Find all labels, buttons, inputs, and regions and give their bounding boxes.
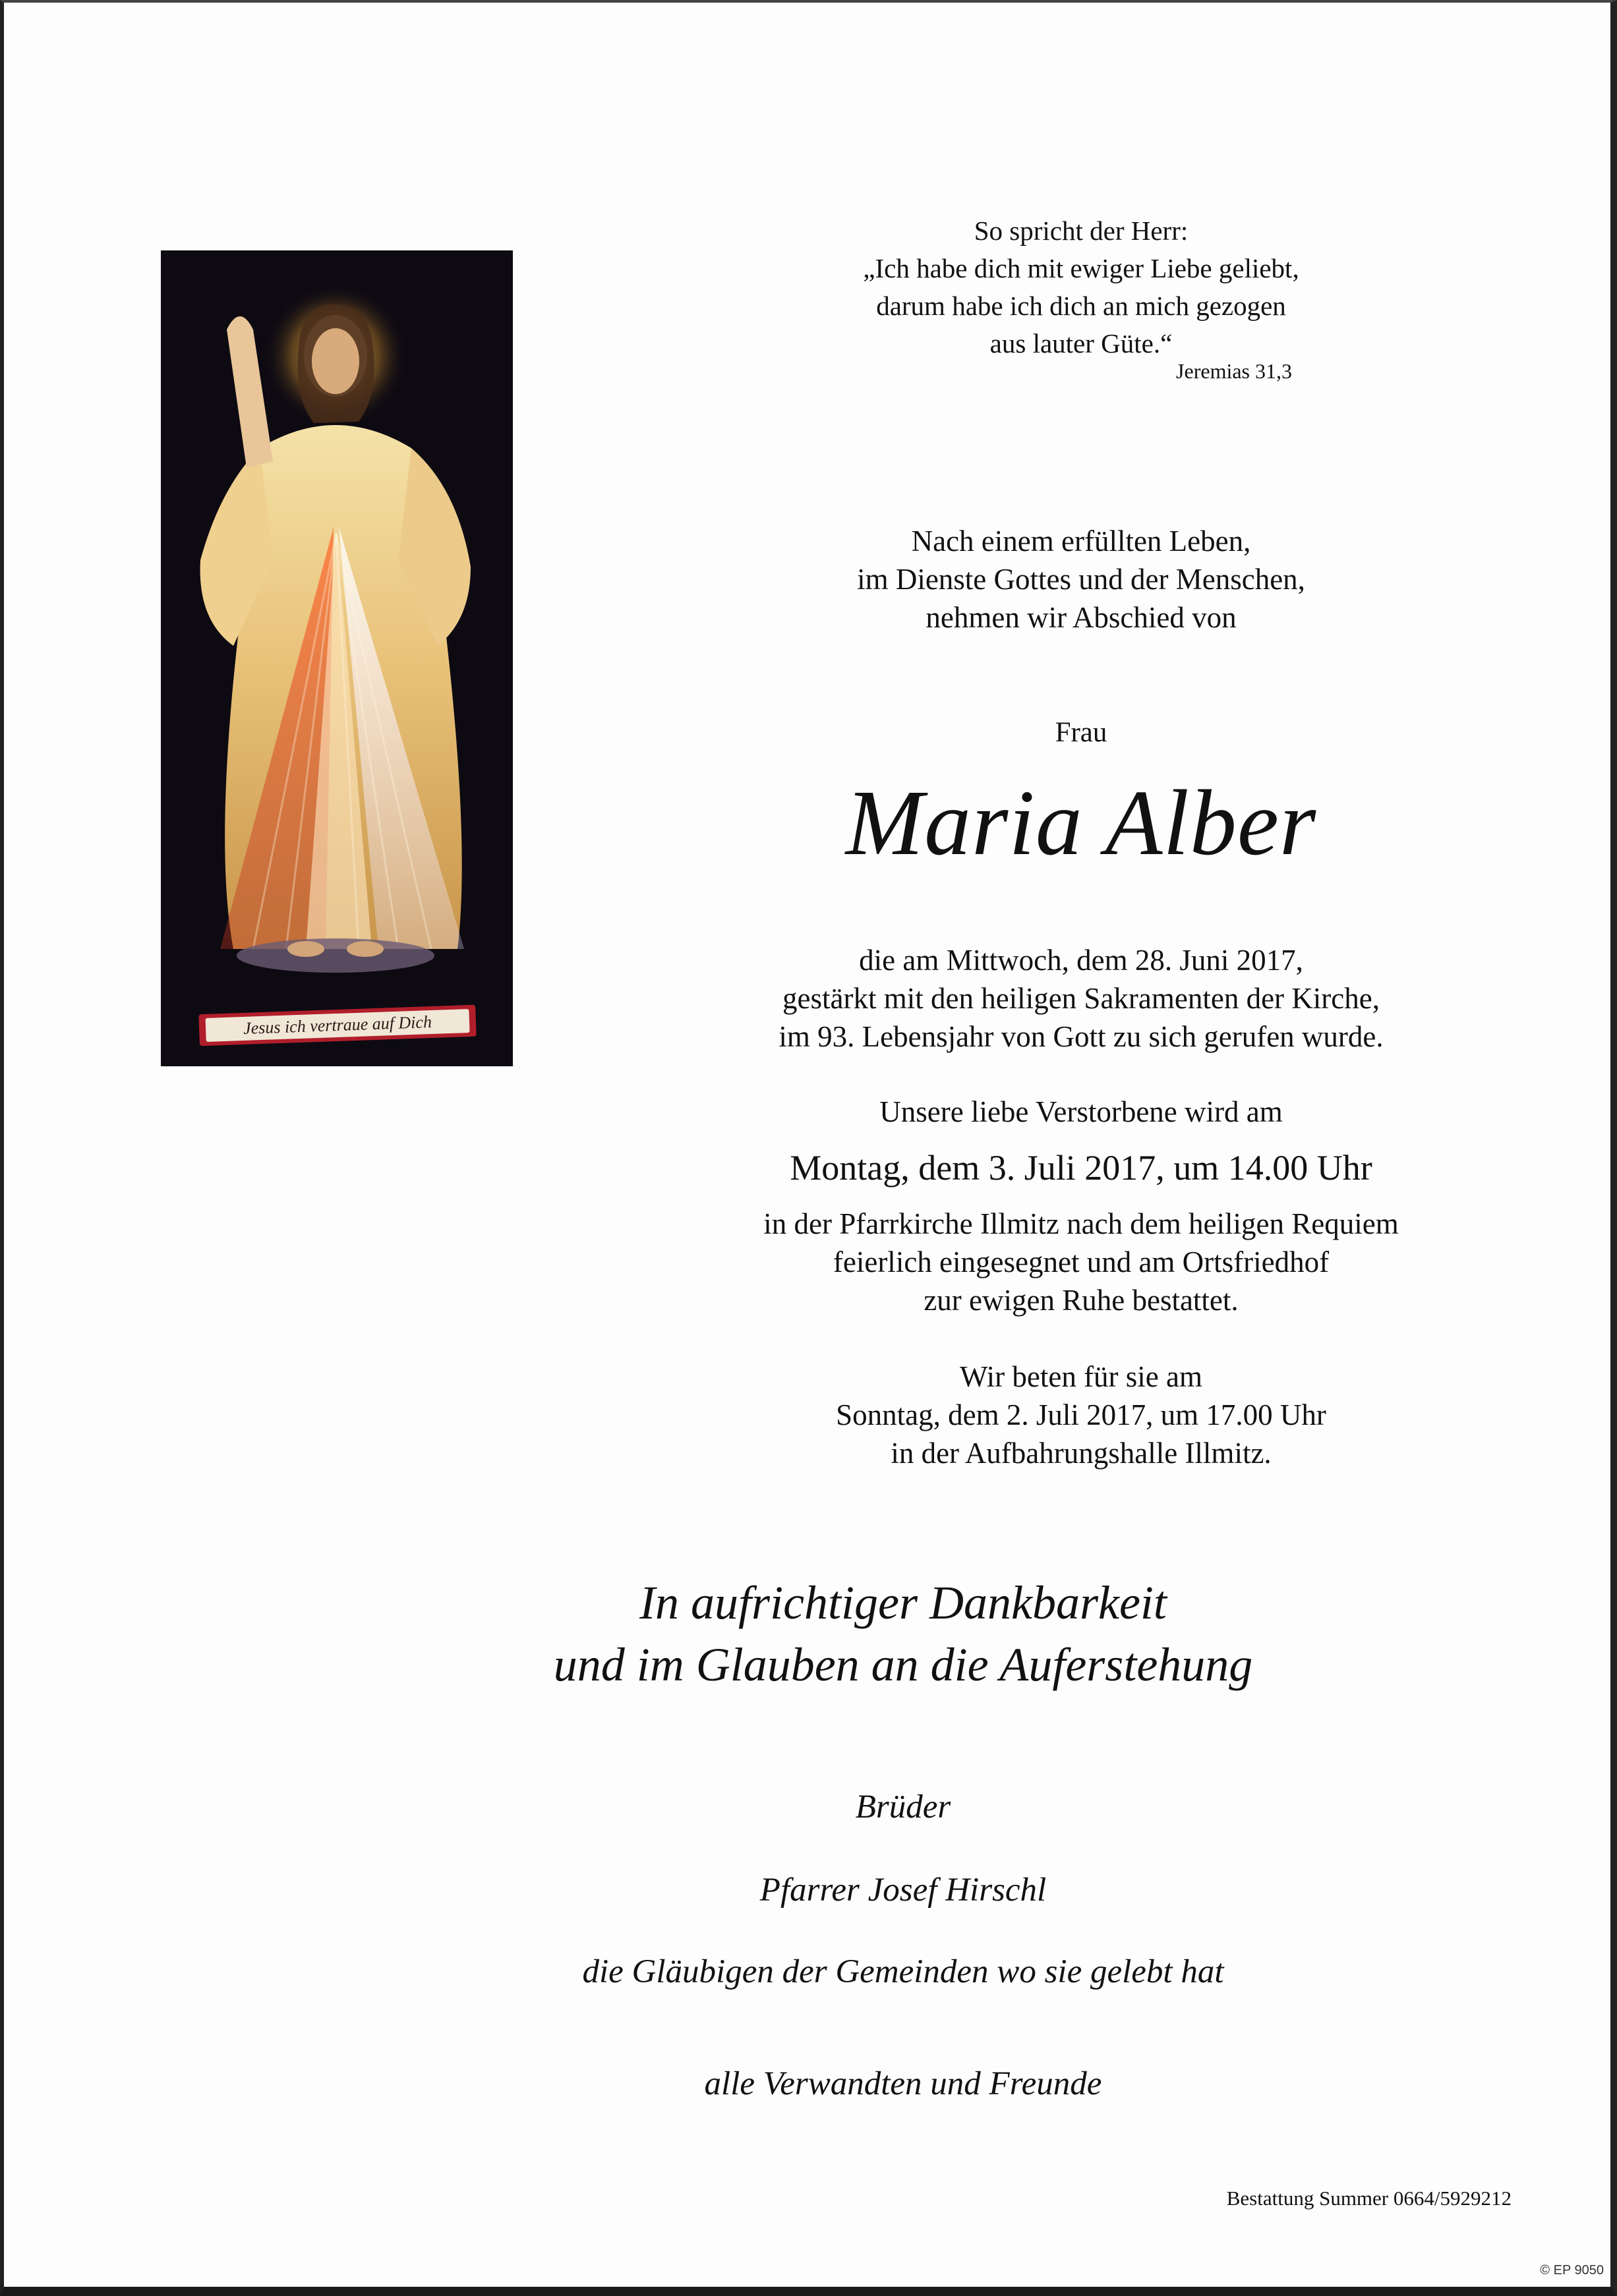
intro-line: Nach einem erfüllten Leben, xyxy=(911,525,1251,558)
closing-line: und im Glauben an die Auferstehung xyxy=(553,1638,1253,1691)
death-line: im 93. Lebensjahr von Gott zu sich gerufen wurde. xyxy=(779,1020,1384,1053)
divine-mercy-jesus-icon xyxy=(161,250,513,1066)
undertaker-contact: Bestattung Summer 0664/5929212 xyxy=(1226,2187,1512,2210)
burial-line: zur ewigen Ruhe bestattet. xyxy=(924,1284,1239,1317)
verse-line: aus lauter Güte.“ xyxy=(989,328,1173,359)
salutation: Frau xyxy=(1055,717,1107,748)
mourner-entry: Pfarrer Josef Hirschl xyxy=(759,1872,1047,1909)
divine-mercy-image xyxy=(161,250,513,1066)
burial-line: feierlich eingesegnet und am Ortsfriedhof xyxy=(833,1246,1330,1278)
intro-line: nehmen wir Abschied von xyxy=(926,601,1237,634)
death-notice xyxy=(705,941,1457,1056)
verse-reference: Jeremias 31,3 xyxy=(1176,359,1292,383)
prayer-line: Wir beten für sie am xyxy=(959,1360,1203,1393)
burial-details xyxy=(705,1205,1457,1319)
closing-statement xyxy=(448,1572,1358,1696)
prayer-notice xyxy=(705,1358,1457,1472)
prayer-line: in der Aufbahrungshalle Illmitz. xyxy=(891,1437,1272,1470)
intro-line: im Dienste Gottes und der Menschen, xyxy=(857,563,1305,596)
death-line: die am Mittwoch, dem 28. Juni 2017, xyxy=(859,944,1303,977)
mourner-entry: alle Verwandten und Freunde xyxy=(704,2065,1102,2102)
burial-line: in der Pfarrkirche Illmitz nach dem heiligen Requiem xyxy=(763,1207,1399,1240)
verse-line: „Ich habe dich mit ewiger Liebe geliebt, xyxy=(863,253,1299,283)
verse-line: So spricht der Herr: xyxy=(974,215,1189,246)
intro-text xyxy=(705,522,1457,637)
bible-verse xyxy=(705,212,1457,362)
prayer-line: Sonntag, dem 2. Juli 2017, um 17.00 Uhr xyxy=(836,1398,1326,1431)
death-line: gestärkt mit den heiligen Sakramenten der Kirche, xyxy=(782,982,1380,1015)
burial-date: Montag, dem 3. Juli 2017, um 14.00 Uhr xyxy=(790,1148,1372,1188)
deceased-name: Maria Alber xyxy=(845,770,1317,875)
closing-line: In aufrichtiger Dankbarkeit xyxy=(639,1576,1167,1629)
mourner-entry: Brüder xyxy=(855,1789,951,1825)
copyright-mark: © EP 9050 xyxy=(1540,2263,1604,2278)
banner-text: Jesus ich vertraue auf Dich xyxy=(243,1012,432,1038)
mourner-entry: die Gläubigen der Gemeinden wo sie gelebt hat xyxy=(582,1953,1224,1990)
burial-lead: Unsere liebe Verstorbene wird am xyxy=(879,1095,1283,1128)
verse-line: darum habe ich dich an mich gezogen xyxy=(876,291,1286,321)
